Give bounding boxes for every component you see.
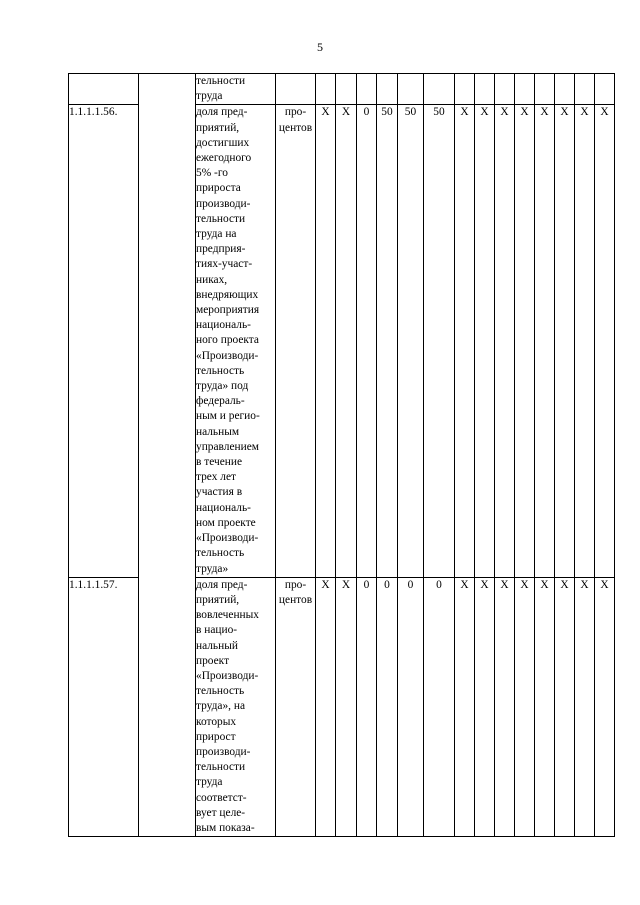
value-cell: X <box>535 105 555 577</box>
description-line: в нацио- <box>196 624 238 637</box>
description-line: нальным <box>196 425 240 438</box>
description-line: доля пред- <box>196 578 248 591</box>
description-line: мероприятия <box>196 304 260 317</box>
unit-line: центов <box>278 593 313 606</box>
value-cell: X <box>455 105 475 577</box>
row-description <box>196 577 276 836</box>
description-line: вует целе- <box>196 806 246 819</box>
value-cell: X <box>455 577 475 836</box>
value-cell: 0 <box>357 105 377 577</box>
table-row <box>69 74 615 105</box>
value-cell <box>398 74 424 105</box>
description-line: националь- <box>196 319 251 332</box>
description-line: ежегодного <box>196 152 252 165</box>
description-line: труда», на <box>196 700 246 713</box>
description-line: тельности <box>196 761 246 774</box>
description-line: проект <box>196 654 230 667</box>
description-line: тельности <box>196 212 246 225</box>
description-line: федераль- <box>196 395 245 408</box>
value-cell <box>424 74 455 105</box>
description-line: «Производи- <box>196 349 259 362</box>
value-cell <box>495 74 515 105</box>
description-line: управлением <box>196 440 259 453</box>
value-cell <box>555 74 575 105</box>
description-line: вым показа- <box>196 821 255 834</box>
description-line: тиях-участ- <box>196 258 253 271</box>
description-line: труда» под <box>196 380 249 393</box>
description-line: ном проекте <box>196 516 256 529</box>
description-line: никах, <box>196 273 228 286</box>
value-cell: X <box>595 577 615 836</box>
description-line: тельность <box>196 685 245 698</box>
unit-line: про- <box>284 578 307 591</box>
value-cell: X <box>316 577 336 836</box>
value-cell: X <box>495 577 515 836</box>
page-number: 5 <box>317 40 323 54</box>
value-cell: X <box>316 105 336 577</box>
description-line: тельность <box>196 364 245 377</box>
row-id: 1.1.1.1.57. <box>69 577 139 836</box>
description-line: ного проекта <box>196 334 259 347</box>
description-line: производи- <box>196 745 251 758</box>
value-cell: X <box>535 577 555 836</box>
description-line: «Производи- <box>196 532 259 545</box>
row-unit <box>276 105 316 577</box>
value-cell <box>595 74 615 105</box>
description-line: вовлеченных <box>196 609 260 622</box>
value-cell: 50 <box>424 105 455 577</box>
description-line: приятий, <box>196 593 240 606</box>
row-unit <box>276 577 316 836</box>
description-line: националь- <box>196 501 251 514</box>
description-line: трех лет <box>196 471 236 484</box>
value-cell <box>316 74 336 105</box>
row-description <box>196 105 276 577</box>
value-cell <box>336 74 357 105</box>
description-line: труда» <box>196 562 229 575</box>
value-cell <box>575 74 595 105</box>
value-cell <box>377 74 398 105</box>
value-cell: 0 <box>398 577 424 836</box>
value-cell: X <box>555 577 575 836</box>
row-id: 1.1.1.1.56. <box>69 105 139 577</box>
value-cell: X <box>575 577 595 836</box>
description-line: приятий, <box>196 121 240 134</box>
description-line: труда <box>196 90 223 103</box>
value-cell: X <box>475 105 495 577</box>
description-line: нальный <box>196 639 238 652</box>
value-cell: X <box>475 577 495 836</box>
description-line: производи- <box>196 197 251 210</box>
value-cell: X <box>515 105 535 577</box>
value-cell <box>515 74 535 105</box>
row-unit <box>276 74 316 105</box>
description-line: 5% -го <box>196 167 228 180</box>
description-line: ным и регио- <box>196 410 260 423</box>
description-line: труда на <box>196 228 237 241</box>
value-cell: X <box>595 105 615 577</box>
value-cell: 50 <box>398 105 424 577</box>
value-cell: X <box>336 105 357 577</box>
value-cell: X <box>555 105 575 577</box>
description-line: соответст- <box>196 791 247 804</box>
row-description <box>196 74 276 105</box>
description-line: доля пред- <box>196 106 248 119</box>
value-cell: 0 <box>377 577 398 836</box>
value-cell: X <box>495 105 515 577</box>
description-line: тельности <box>196 75 246 87</box>
value-cell: X <box>515 577 535 836</box>
indicators-table <box>68 73 615 837</box>
description-line: тельность <box>196 547 245 560</box>
value-cell <box>475 74 495 105</box>
description-line: участия в <box>196 486 243 499</box>
description-line: прироста <box>196 182 241 195</box>
description-line: «Производи- <box>196 669 259 682</box>
value-cell: 0 <box>357 577 377 836</box>
description-line: прирост <box>196 730 236 743</box>
value-cell <box>357 74 377 105</box>
description-line: в течение <box>196 456 243 469</box>
value-cell: X <box>336 577 357 836</box>
unit-line: центов <box>278 121 313 134</box>
value-cell: 50 <box>377 105 398 577</box>
description-line: которых <box>196 715 237 728</box>
description-line: достигших <box>196 136 250 149</box>
value-cell: 0 <box>424 577 455 836</box>
value-cell <box>535 74 555 105</box>
unit-line: про- <box>284 106 307 119</box>
value-cell: X <box>575 105 595 577</box>
description-line: внедряющих <box>196 288 259 301</box>
blank-merged-cell <box>139 74 196 837</box>
row-id <box>69 74 139 105</box>
value-cell <box>455 74 475 105</box>
description-line: труда <box>196 776 223 789</box>
description-line: предприя- <box>196 243 246 256</box>
